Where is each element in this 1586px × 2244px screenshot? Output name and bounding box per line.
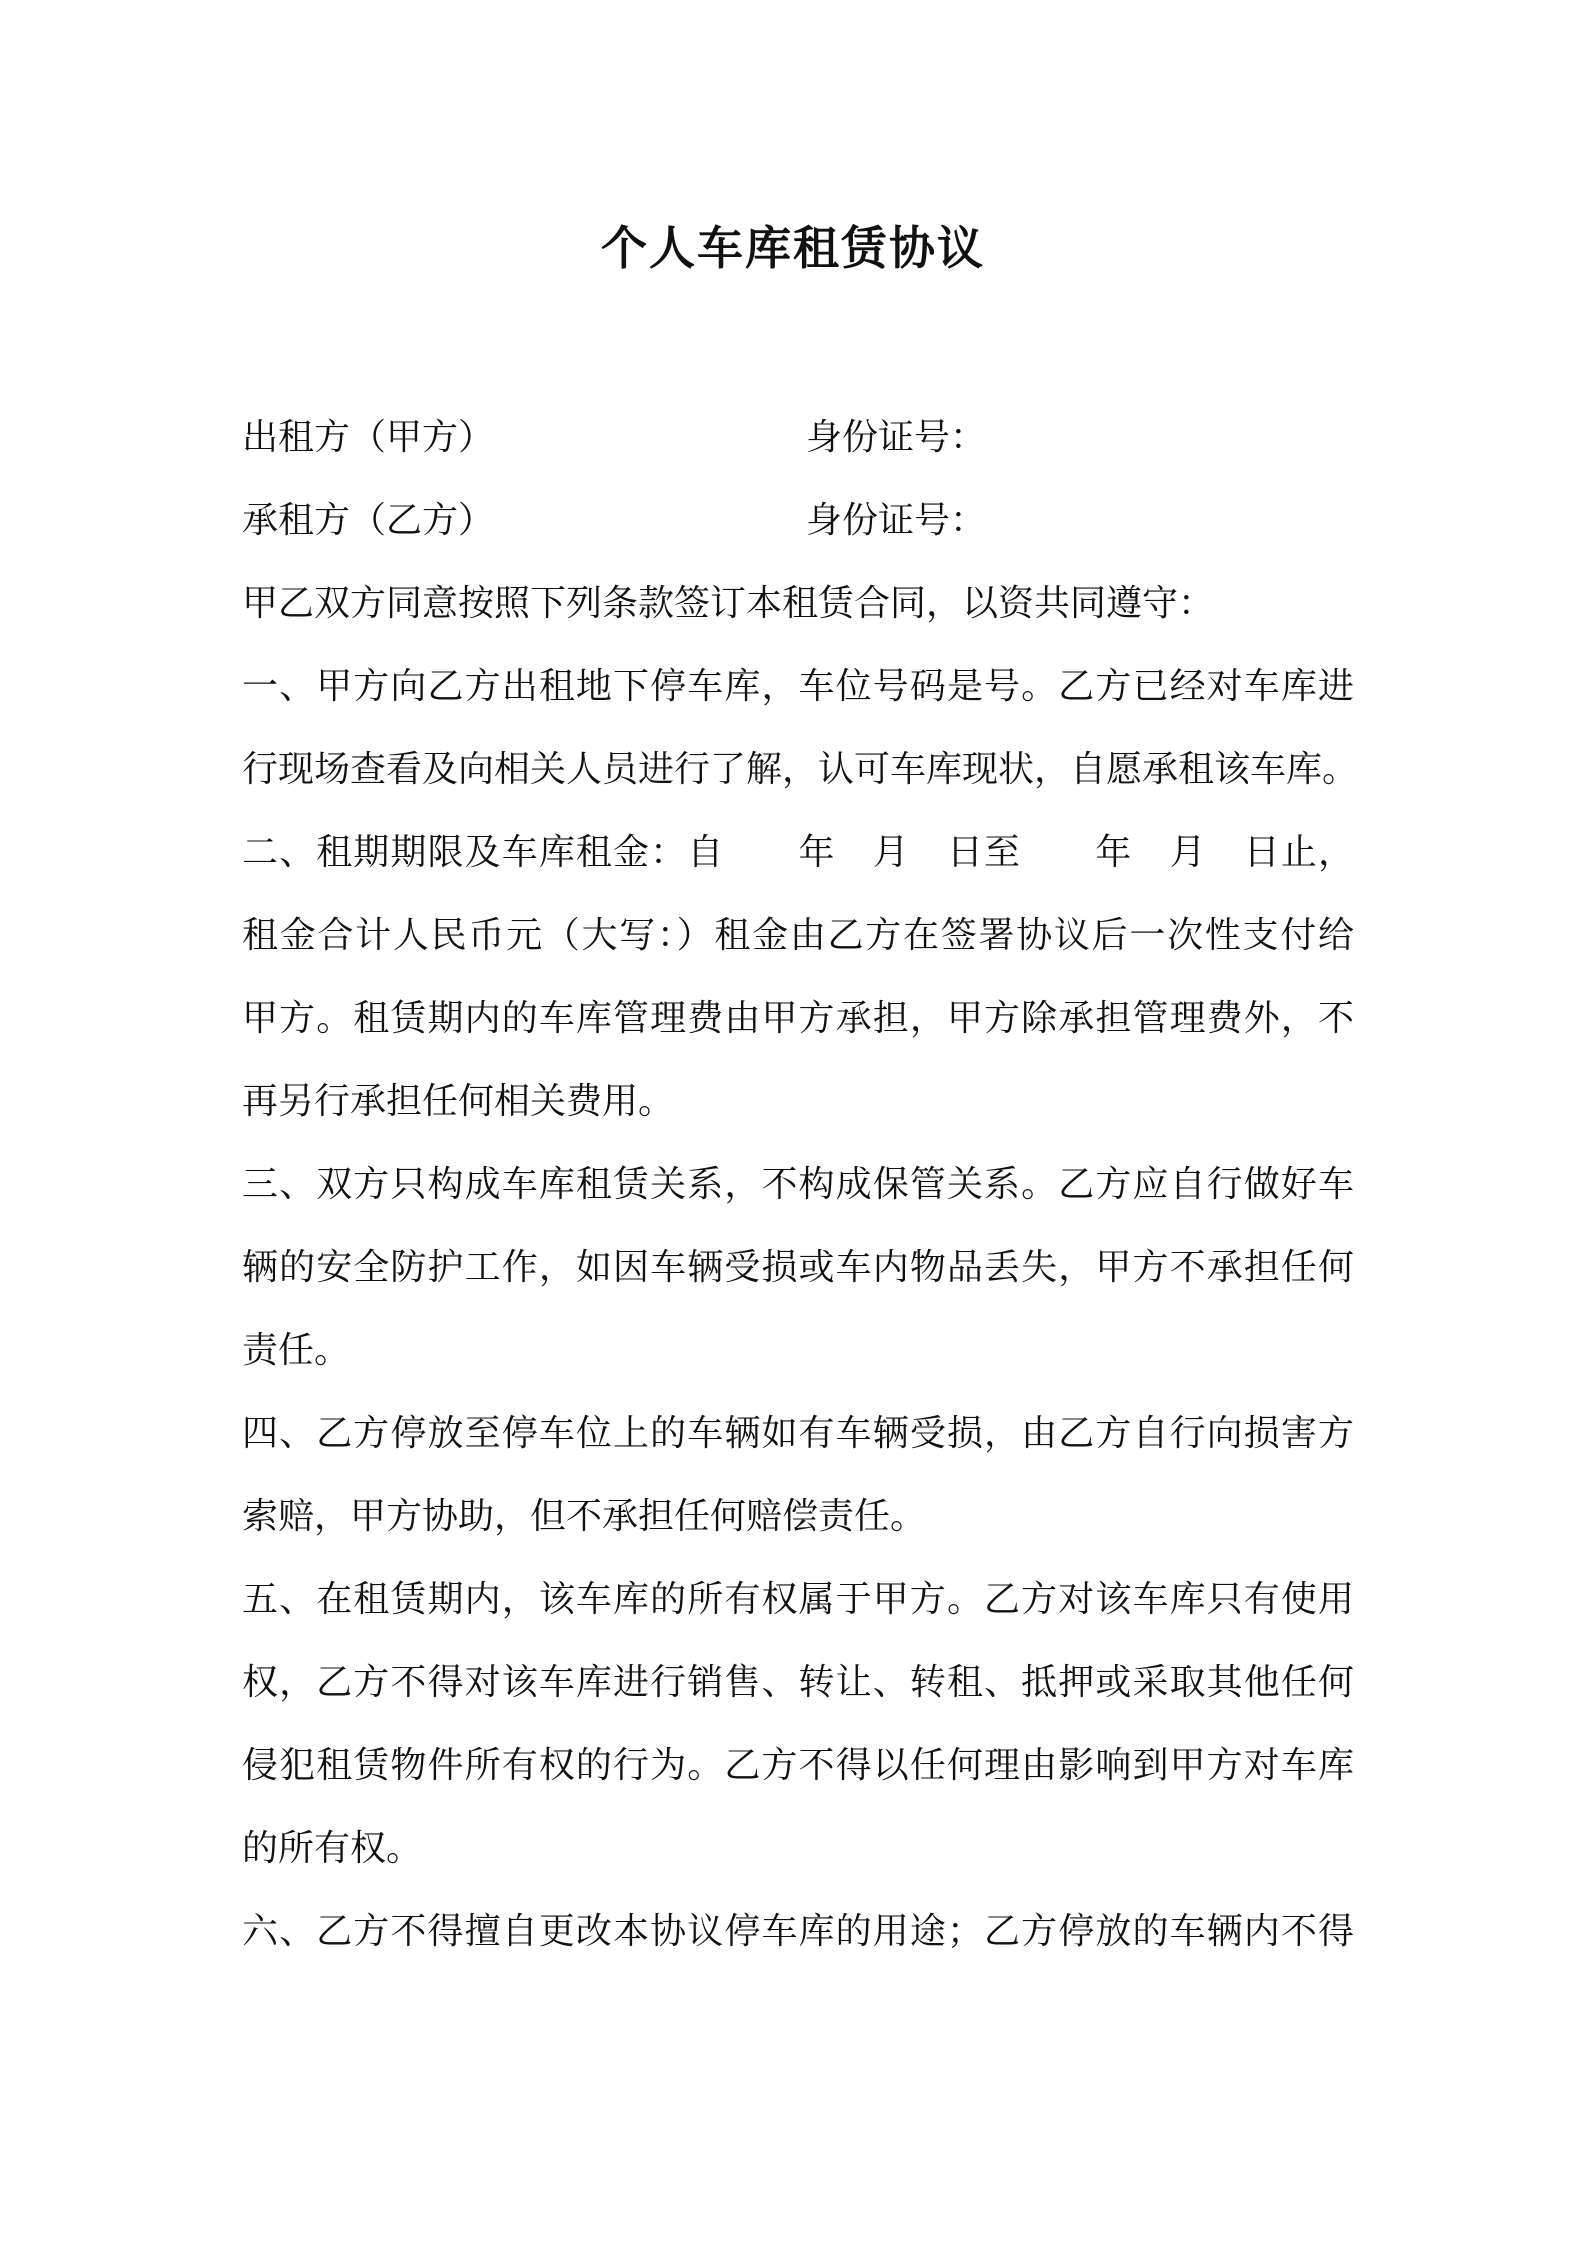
clause-3-line-1: 三、双方只构成车库租赁关系，不构成保管关系。乙方应自行做好车 — [242, 1164, 1354, 1205]
clause-4-line-2: 索赔，甲方协助，但不承担任何赔偿责任。 — [242, 1496, 927, 1537]
clause-5-line-2: 权，乙方不得对该车库进行销售、转让、转租、抵押或采取其他任何 — [242, 1662, 1354, 1703]
clause-2-line-4: 再另行承担任何相关费用。 — [242, 1081, 675, 1122]
clause-3-line-2: 辆的安全防护工作，如因车辆受损或车内物品丢失，甲方不承担任何 — [242, 1247, 1354, 1288]
clause-1-line-2: 行现场查看及向相关人员进行了解，认可车库现状，自愿承租该车库。 — [242, 749, 1359, 790]
clause-1-line-1: 一、甲方向乙方出租地下停车库，车位号码是号。乙方已经对车库进 — [242, 666, 1354, 707]
lessee-id-label: 身份证号： — [806, 500, 987, 541]
intro-line: 甲乙双方同意按照下列条款签订本租赁合同，以资共同遵守： — [242, 583, 1215, 624]
lessee-label: 承租方（乙方） — [242, 500, 495, 541]
document-title: 个人车库租赁协议 — [601, 221, 985, 275]
lessor-label: 出租方（甲方） — [242, 417, 495, 458]
clause-4-line-1: 四、乙方停放至停车位上的车辆如有车辆受损，由乙方自行向损害方 — [242, 1413, 1354, 1454]
clause-3-line-3: 责任。 — [242, 1330, 351, 1371]
clause-5-line-1: 五、在租赁期内，该车库的所有权属于甲方。乙方对该车库只有使用 — [242, 1579, 1354, 1620]
clause-2-line-1: 二、租期期限及车库租金：自 年 月 日至 年 月 日止， — [242, 832, 1354, 873]
clause-6-line-1: 六、乙方不得擅自更改本协议停车库的用途；乙方停放的车辆内不得 — [242, 1911, 1354, 1952]
clause-5-line-4: 的所有权。 — [242, 1828, 423, 1869]
clause-2-line-2: 租金合计人民币元（大写：）租金由乙方在签署协议后一次性支付给 — [242, 915, 1354, 956]
clause-2-line-3: 甲方。租赁期内的车库管理费由甲方承担，甲方除承担管理费外，不 — [242, 998, 1354, 1039]
clause-5-line-3: 侵犯租赁物件所有权的行为。乙方不得以任何理由影响到甲方对车库 — [242, 1745, 1354, 1786]
lessor-id-label: 身份证号： — [806, 417, 987, 458]
